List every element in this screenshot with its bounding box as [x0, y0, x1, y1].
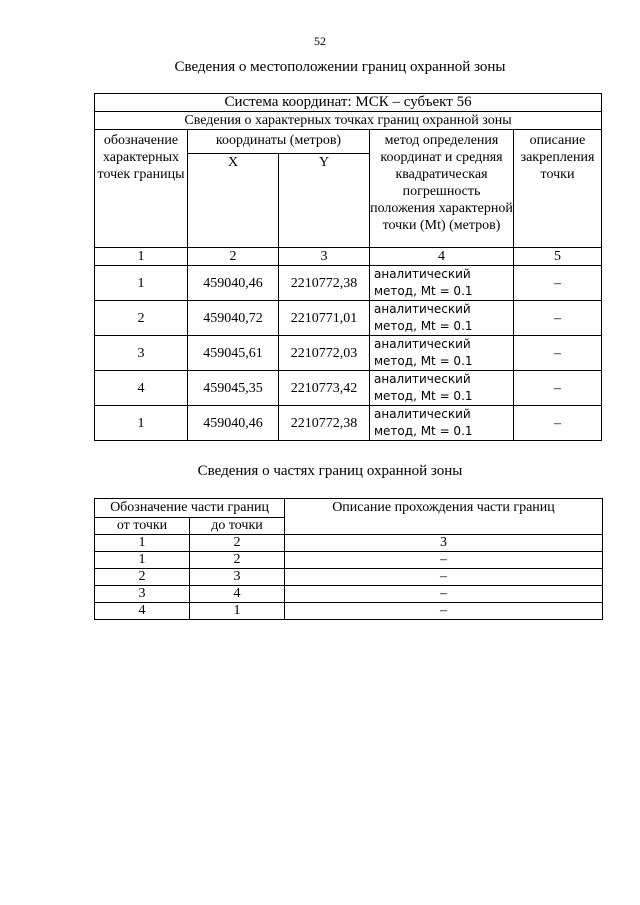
cell-x: 459045,61 [188, 336, 279, 371]
column-number: 1 [95, 248, 188, 266]
table-row [95, 336, 602, 371]
cell-to: 1 [190, 603, 285, 620]
cell-from: 4 [95, 603, 190, 620]
table-row [95, 552, 603, 569]
coordinates-table [94, 93, 602, 441]
column-number: 1 [95, 535, 190, 552]
column-number: 4 [370, 248, 514, 266]
cell-description: – [285, 552, 603, 569]
cell-y: 2210773,42 [279, 371, 370, 406]
cell-point: 3 [95, 336, 188, 371]
section-title-parts: Сведения о частях границ охранной зоны [197, 463, 463, 479]
cell-point: 2 [95, 301, 188, 336]
table-row [95, 569, 603, 586]
header-to-point: до точки [190, 518, 285, 535]
column-number: 3 [285, 535, 603, 552]
cell-point: 1 [95, 266, 188, 301]
column-number: 2 [188, 248, 279, 266]
cell-description: – [514, 336, 602, 371]
table-subtitle: Сведения о характерных точках границ охранной зоны [95, 112, 602, 130]
cell-from: 2 [95, 569, 190, 586]
cell-description: – [514, 266, 602, 301]
cell-method: аналитический метод, Mt = 0.1 [370, 266, 514, 301]
cell-method: аналитический метод, Mt = 0.1 [370, 406, 514, 441]
page-number: 52 [314, 34, 326, 48]
cell-to: 2 [190, 552, 285, 569]
column-numbers-row [95, 535, 603, 552]
cell-y: 2210772,03 [279, 336, 370, 371]
table-row [95, 301, 602, 336]
cell-description: – [285, 586, 603, 603]
cell-from: 3 [95, 586, 190, 603]
header-coordinates: координаты (метров) [188, 130, 370, 154]
section-title-location: Сведения о местоположении границ охранной зоны [174, 59, 506, 75]
table-row [95, 406, 602, 441]
cell-x: 459040,72 [188, 301, 279, 336]
table-row [95, 371, 602, 406]
table-row [95, 586, 603, 603]
cell-y: 2210772,38 [279, 406, 370, 441]
cell-method: аналитический метод, Mt = 0.1 [370, 336, 514, 371]
header-designation: обозначение характерных точек границы [95, 130, 188, 248]
header-part-designation: Обозначение части границ [95, 499, 285, 518]
column-number: 2 [190, 535, 285, 552]
table-row [95, 266, 602, 301]
cell-description: – [514, 371, 602, 406]
header-from-point: от точки [95, 518, 190, 535]
cell-method: аналитический метод, Mt = 0.1 [370, 371, 514, 406]
cell-description: – [285, 569, 603, 586]
cell-x: 459040,46 [188, 406, 279, 441]
column-number: 5 [514, 248, 602, 266]
cell-x: 459040,46 [188, 266, 279, 301]
header-part-description: Описание прохождения части границ [285, 499, 603, 535]
cell-point: 4 [95, 371, 188, 406]
cell-y: 2210771,01 [279, 301, 370, 336]
coordinate-system-header: Система координат: МСК – субъект 56 [95, 94, 602, 112]
table-row [95, 603, 603, 620]
cell-description: – [514, 301, 602, 336]
cell-description: – [285, 603, 603, 620]
header-x: X [188, 154, 279, 248]
header-method: метод определения координат и средняя квадратическая погрешность положения характерной точки (Mt) (метров) [370, 130, 514, 248]
cell-from: 1 [95, 552, 190, 569]
cell-to: 4 [190, 586, 285, 603]
cell-y: 2210772,38 [279, 266, 370, 301]
cell-to: 3 [190, 569, 285, 586]
cell-method: аналитический метод, Mt = 0.1 [370, 301, 514, 336]
column-number: 3 [279, 248, 370, 266]
cell-description: – [514, 406, 602, 441]
column-numbers-row [95, 248, 602, 266]
header-description: описание закрепления точки [514, 130, 602, 248]
cell-point: 1 [95, 406, 188, 441]
cell-x: 459045,35 [188, 371, 279, 406]
border-parts-table [94, 498, 603, 620]
header-y: Y [279, 154, 370, 248]
